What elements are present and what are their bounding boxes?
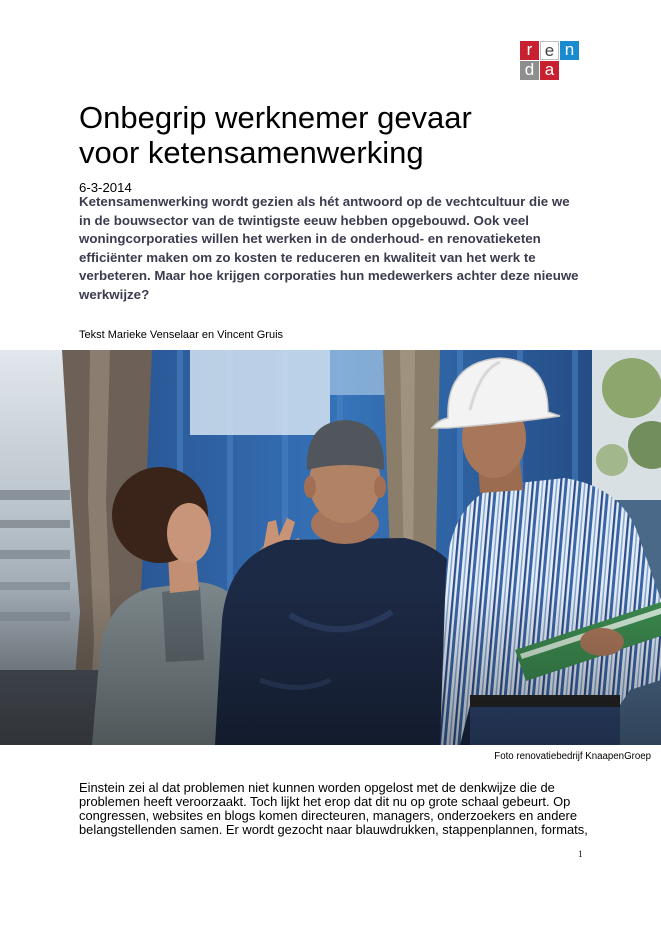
page-number: 1: [578, 848, 583, 859]
body-line: belangstellenden samen. Er wordt gezocht naar blauwdrukken, stappenplannen, formats,: [79, 821, 588, 837]
logo-letter-n: n: [560, 41, 579, 60]
article-title: [79, 100, 472, 170]
title-line: voor ketensamenwerking: [79, 135, 424, 170]
logo-letter-a: a: [540, 61, 559, 80]
title-line: Onbegrip werknemer gevaar: [79, 100, 472, 135]
logo-letter-e: e: [540, 41, 559, 60]
article-photo: [0, 350, 661, 745]
photo-caption: Foto renovatiebedrijf KnaapenGroep: [494, 750, 651, 762]
article-byline: Tekst Marieke Venselaar en Vincent Gruis: [79, 329, 284, 341]
lead-line: in de bouwsector van de twintigste eeuw hebben opgebouwd. Ook veel: [79, 212, 529, 228]
lead-paragraph: [79, 193, 579, 304]
logo-letter-r: r: [520, 41, 539, 60]
body-line: congressen, websites en blogs komen directeuren, managers, onderzoekers en andere: [79, 807, 578, 823]
body-line: Einstein zei al dat problemen niet kunnen worden opgelost met de denkwijze die de: [79, 779, 555, 795]
logo-letter-d: d: [520, 61, 539, 80]
lead-line: Ketensamenwerking wordt gezien als hét antwoord op de vechtcultuur die we: [79, 194, 570, 209]
article-date: 6-3-2014: [79, 180, 132, 195]
lead-line: werkwijze?: [79, 286, 150, 302]
lead-line: verbeteren. Maar hoe krijgen corporaties hun medewerkers achter deze nieuwe: [79, 268, 579, 283]
lead-line: woningcorporaties willen het werken in de onderhoud- en renovatieketen: [79, 231, 541, 246]
lead-line: efficiënter maken om zo kosten te reduceren en kwaliteit van het werk te: [79, 249, 536, 265]
body-line: problemen heeft veroorzaakt. Toch lijkt het erop dat dit nu op grote schaal gebeurt. Op: [79, 793, 571, 809]
body-paragraph: [79, 781, 588, 837]
